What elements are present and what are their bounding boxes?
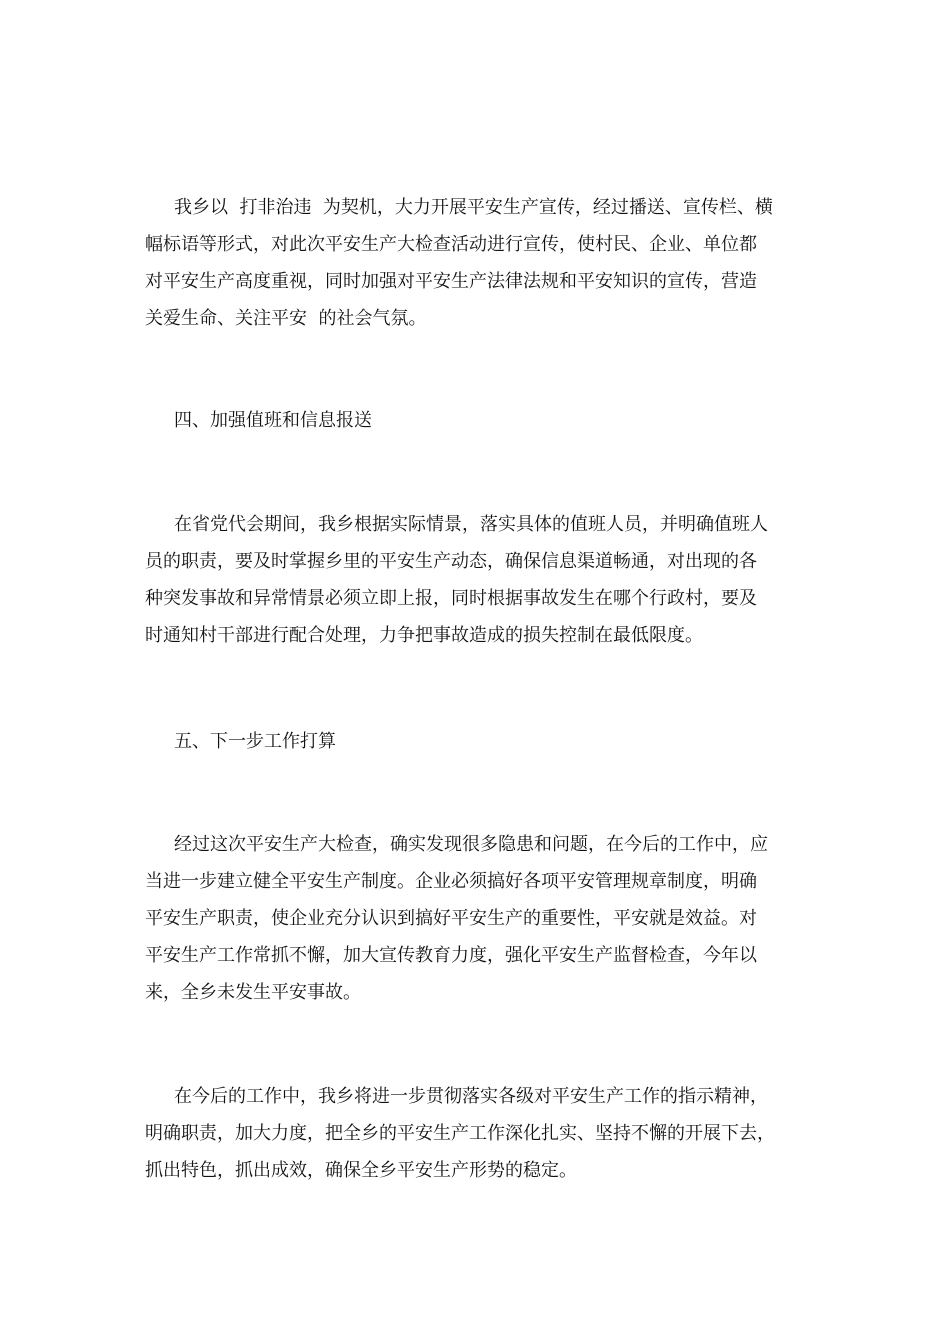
- paragraph-line: 对平安生产高度重视，同时加强对平安生产法律法规和平安知识的宣传，营造: [145, 271, 757, 292]
- paragraph-line: 关爱生命、关注平安 的社会气氛。: [145, 308, 427, 329]
- paragraph-line: 种突发事故和异常情景必须立即上报，同时根据事故发生在哪个行政村，要及: [145, 588, 757, 609]
- paragraph-line: 平安生产职责，使企业充分认识到搞好平安生产的重要性，平安就是效益。对: [145, 908, 757, 929]
- paragraph-publicity: [145, 189, 810, 337]
- paragraph-line: 员的职责，要及时掌握乡里的平安生产动态，确保信息渠道畅通，对出现的各: [145, 551, 757, 572]
- paragraph-line: 在今后的工作中，我乡将进一步贯彻落实各级对平安生产工作的指示精神，: [174, 1086, 768, 1107]
- paragraph-line: 经过这次平安生产大检查，确实发现很多隐患和问题，在今后的工作中，应: [174, 834, 768, 855]
- paragraph-line: 我乡以 打非治违 为契机，大力开展平安生产宣传，经过播送、宣传栏、横: [174, 197, 773, 218]
- paragraph-line: 当进一步建立健全平安生产制度。企业必须搞好各项平安管理规章制度，明确: [145, 871, 757, 892]
- section-heading-four: 四、加强值班和信息报送: [174, 410, 372, 431]
- paragraph-line: 平安生产工作常抓不懈，加大宣传教育力度，强化平安生产监督检查，今年以: [145, 945, 757, 966]
- paragraph-duty: [145, 506, 810, 654]
- paragraph-line: 幅标语等形式，对此次平安生产大检查活动进行宣传，使村民、企业、单位都: [145, 234, 757, 255]
- paragraph-next-steps: [145, 826, 810, 1011]
- paragraph-line: 明确职责，加大力度，把全乡的平安生产工作深化扎实、坚持不懈的开展下去，: [145, 1123, 775, 1144]
- paragraph-line: 在省党代会期间，我乡根据实际情景，落实具体的值班人员，并明确值班人: [174, 514, 768, 535]
- section-heading-five: 五、下一步工作打算: [174, 731, 336, 752]
- paragraph-line: 时通知村干部进行配合处理，力争把事故造成的损失控制在最低限度。: [145, 625, 703, 646]
- paragraph-line: 来，全乡未发生平安事故。: [145, 982, 361, 1003]
- paragraph-line: 抓出特色，抓出成效，确保全乡平安生产形势的稳定。: [145, 1160, 577, 1181]
- paragraph-future-work: [145, 1078, 810, 1189]
